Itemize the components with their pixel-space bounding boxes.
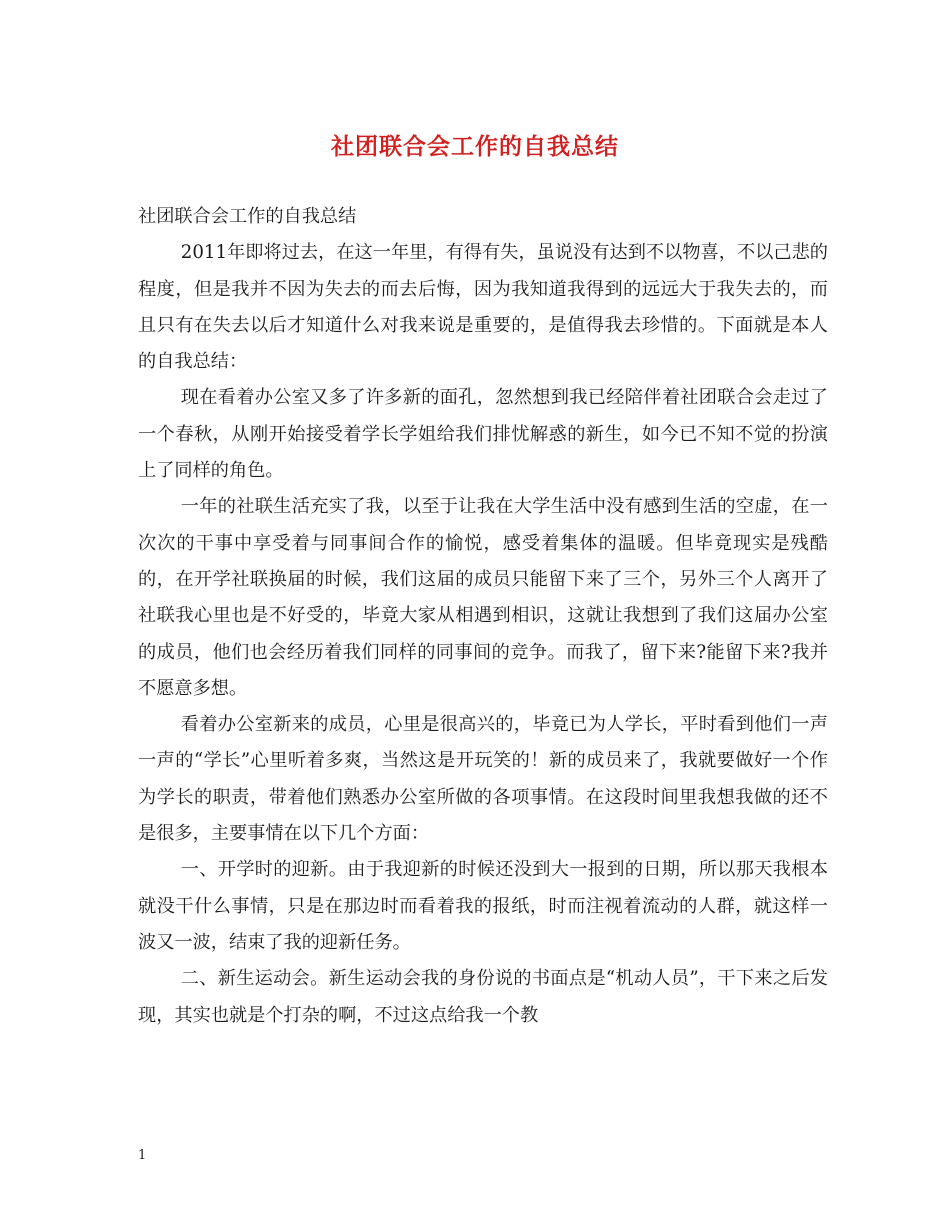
document-subtitle: 社团联合会工作的自我总结 bbox=[138, 206, 357, 227]
paragraph-new-faces: 现在看着办公室又多了许多新的面孔，忽然想到我已经陪伴着社团联合会走过了一个春秋，从刚开始接受着学长学姐给我们排忧解惑的新生，如今已不知不觉的扮演上了同样的角色。 bbox=[138, 387, 828, 482]
paragraph-sports-meet: 二、新生运动会。新生运动会我的身份说的书面点是“机动人员”，干下来之后发现，其实也就是个打杂的啊，不过这点给我一个教 bbox=[138, 968, 828, 1026]
paragraph-new-members: 看着办公室新来的成员，心里是很高兴的，毕竟已为人学长，平时看到他们一声一声的“学长”心里听着多爽，当然这是开玩笑的！新的成员来了，我就要做好一个作为学长的职责，带着他们熟悉办公室所做的各项事情。在这段时间里我想我做的还不是很多，主要事情在以下几个方面： bbox=[138, 714, 828, 845]
page-number: 1 bbox=[138, 1148, 147, 1163]
paragraph-welcome-freshmen: 一、开学时的迎新。由于我迎新的时候还没到大一报到的日期，所以那天我根本就没干什么事情，只是在那边时而看着我的报纸，时而注视着流动的人群，就这样一波又一波，结束了我的迎新任务。 bbox=[138, 859, 828, 953]
document-title: 社团联合会工作的自我总结 bbox=[331, 133, 619, 160]
document-body bbox=[138, 199, 828, 1034]
paragraph-union-life: 一年的社联生活充实了我，以至于让我在大学生活中没有感到生活的空虚，在一次次的干事中享受着与同事间合作的愉悦，感受着集体的温暖。但毕竟现实是残酷的，在开学社联换届的时候，我们这届的成员只能留下来了三个，另外三个人离开了社联我心里也是不好受的，毕竟大家从相遇到相识，这就让我想到了我们这届办公室的成员，他们也会经历着我们同样的同事间的竞争。而我了，留下来?能留下来?我并不愿意多想。 bbox=[138, 496, 828, 699]
paragraph-intro: 2011年即将过去，在这一年里，有得有失，虽说没有达到不以物喜，不以己悲的程度，但是我并不因为失去的而去后悔，因为我知道我得到的远远大于我失去的，而且只有在失去以后才知道什么对我来说是重要的，是值得我去珍惜的。下面就是本人的自我总结： bbox=[138, 242, 828, 373]
